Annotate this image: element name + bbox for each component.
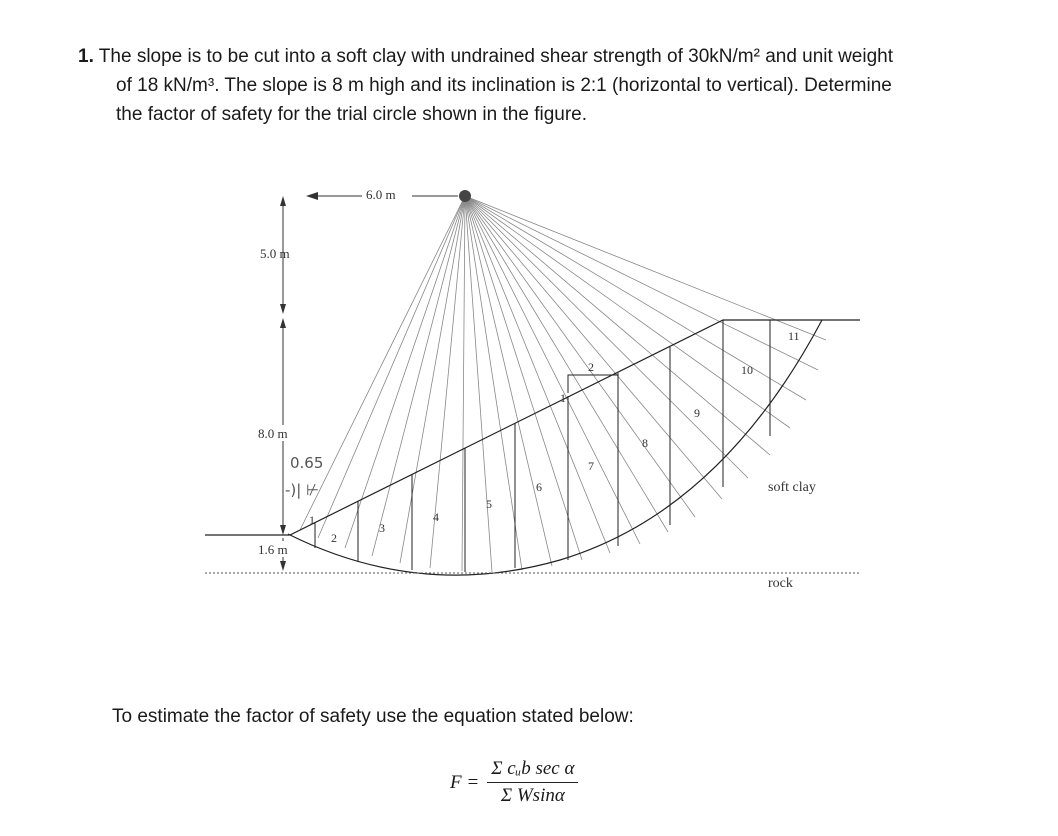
problem-number: 1. <box>78 46 94 67</box>
radial-line <box>345 196 465 548</box>
slice-number-9: 9 <box>694 406 700 420</box>
radial-lines <box>300 196 826 572</box>
slice-number-10: 10 <box>741 363 753 377</box>
problem-line-3: the factor of safety for the trial circle shown in the figure. <box>116 104 588 125</box>
problem-line-2: of 18 kN/m³. The slope is 8 m high and its inclination is 2:1 (horizontal to vertical). Determine <box>116 75 892 96</box>
radial-line <box>465 196 748 478</box>
radial-line <box>465 196 722 499</box>
slice-number-4: 4 <box>433 510 439 524</box>
slice-number-2: 2 <box>331 531 337 545</box>
radial-line <box>400 196 465 563</box>
dimension-5m: 5.0 m <box>260 246 290 261</box>
ground-profile <box>205 320 860 535</box>
equation-lhs: F = <box>450 771 480 793</box>
circle-centre-icon <box>459 190 471 202</box>
dimension-6m: 6.0 m <box>366 187 396 202</box>
factor-of-safety-equation <box>450 758 578 807</box>
problem-line-1: The slope is to be cut into a soft clay with undrained shear strength of 30kN/m² and unit weight <box>98 46 894 67</box>
arrow-down-icon <box>280 561 286 571</box>
radial-line <box>318 196 465 538</box>
slice-number-7: 7 <box>588 459 594 473</box>
handwritten-note-2: -)| ⊬ <box>285 481 320 499</box>
slip-circle-arc <box>288 320 822 575</box>
slice-number-6: 6 <box>536 480 542 494</box>
detail-label-1: 1 <box>560 391 566 405</box>
radial-line <box>465 196 582 560</box>
slice-number-3: 3 <box>379 521 385 535</box>
dimension-8m: 8.0 m <box>258 426 288 441</box>
arrow-up-icon <box>280 318 286 328</box>
radial-line <box>372 196 465 556</box>
rock-label: rock <box>768 576 793 591</box>
soft-clay-label: soft clay <box>768 480 816 495</box>
arrow-down-icon <box>280 525 286 535</box>
slice-number-11: 11 <box>788 329 800 343</box>
slice-number-1: 1 <box>309 513 315 527</box>
slice-number-5: 5 <box>486 497 492 511</box>
equation-denominator: Σ Wsinα <box>500 785 565 806</box>
instruction-text: To estimate the factor of safety use the equation stated below: <box>112 706 634 727</box>
radial-line <box>465 196 790 428</box>
slice-number-8: 8 <box>642 436 648 450</box>
radial-line <box>300 196 465 530</box>
radial-line <box>465 196 826 340</box>
radial-line <box>465 196 695 517</box>
equation-fraction <box>487 758 578 807</box>
arrow-down-icon <box>280 304 286 314</box>
equation-numerator: Σ cᵤb sec α <box>487 758 578 783</box>
detail-label-2: 2 <box>588 360 594 374</box>
dimension-1-6m: 1.6 m <box>258 542 288 557</box>
handwritten-note-1: 0.65 <box>290 454 324 472</box>
arrow-up-icon <box>280 196 286 206</box>
arrow-left-icon <box>306 192 318 200</box>
